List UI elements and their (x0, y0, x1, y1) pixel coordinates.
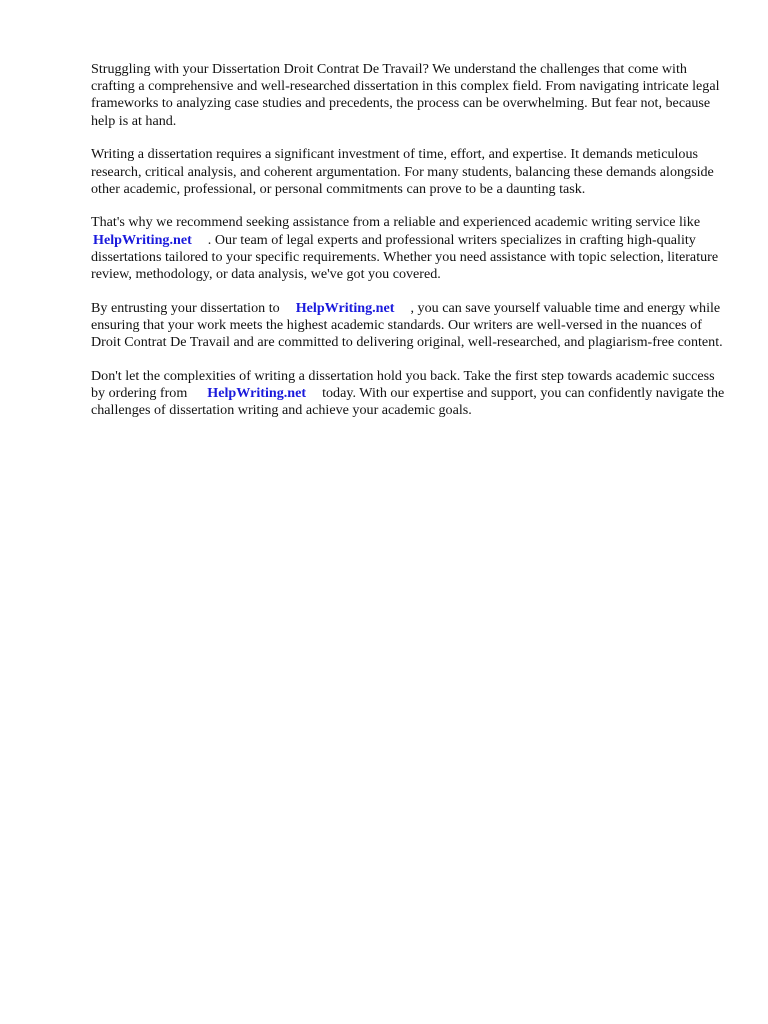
paragraph-entrusting (91, 300, 731, 352)
paragraph-closing-text-before: Don't let the complexities of writing a dissertation hold you back. Take the first step towards academic success by ordering from (91, 367, 715, 402)
paragraph-recommendation-text-before: That's why we recommend seeking assistance from a reliable and experienced academic writing service like (91, 214, 701, 231)
paragraph-entrusting-text-before: By entrusting your dissertation to (91, 299, 280, 316)
paragraph-entrusting-text-after: , you can save yourself valuable time and energy while ensuring that your work meets the highest academic standards. Our writers are well-versed in the nuances of Droit Contrat De Travail and are committed to delivering original, well-researched, and plagiarism-free content. (91, 299, 723, 351)
paragraph-intro (91, 61, 731, 130)
helpwriting-link-1[interactable]: HelpWriting.net (93, 231, 192, 248)
paragraph-closing-text-after: today. With our expertise and support, you can confidently navigate the challenges of dissertation writing and achieve your academic goals. (91, 385, 725, 419)
helpwriting-link-2[interactable]: HelpWriting.net (295, 299, 395, 316)
paragraph-requirements (91, 146, 731, 198)
paragraph-intro-text: Struggling with your Dissertation Droit Contrat De Travail? We understand the challenges that come with crafting a comprehensive and well-researched dissertation in this complex field. From navigating intricate legal frameworks to analyzing case studies and precedents, the process can be overwhelming. But fear not, because help is at hand. (91, 61, 720, 129)
helpwriting-link-3[interactable]: HelpWriting.net (207, 385, 307, 402)
paragraph-recommendation (91, 214, 731, 283)
document-body (91, 61, 731, 436)
paragraph-recommendation-text-after: . Our team of legal experts and professional writers specializes in crafting high-quality dissertations tailored to your specific requirements. Whether you need assistance with topic selection, literature review, methodology, or data analysis, we've got you covered. (91, 231, 719, 283)
paragraph-closing (91, 368, 731, 420)
paragraph-requirements-text: Writing a dissertation requires a significant investment of time, effort, and expertise. It demands meticulous research, critical analysis, and coherent argumentation. For many students, balancing these demands alongside other academic, professional, or personal commitments can prove to be a daunting task. (91, 146, 714, 197)
